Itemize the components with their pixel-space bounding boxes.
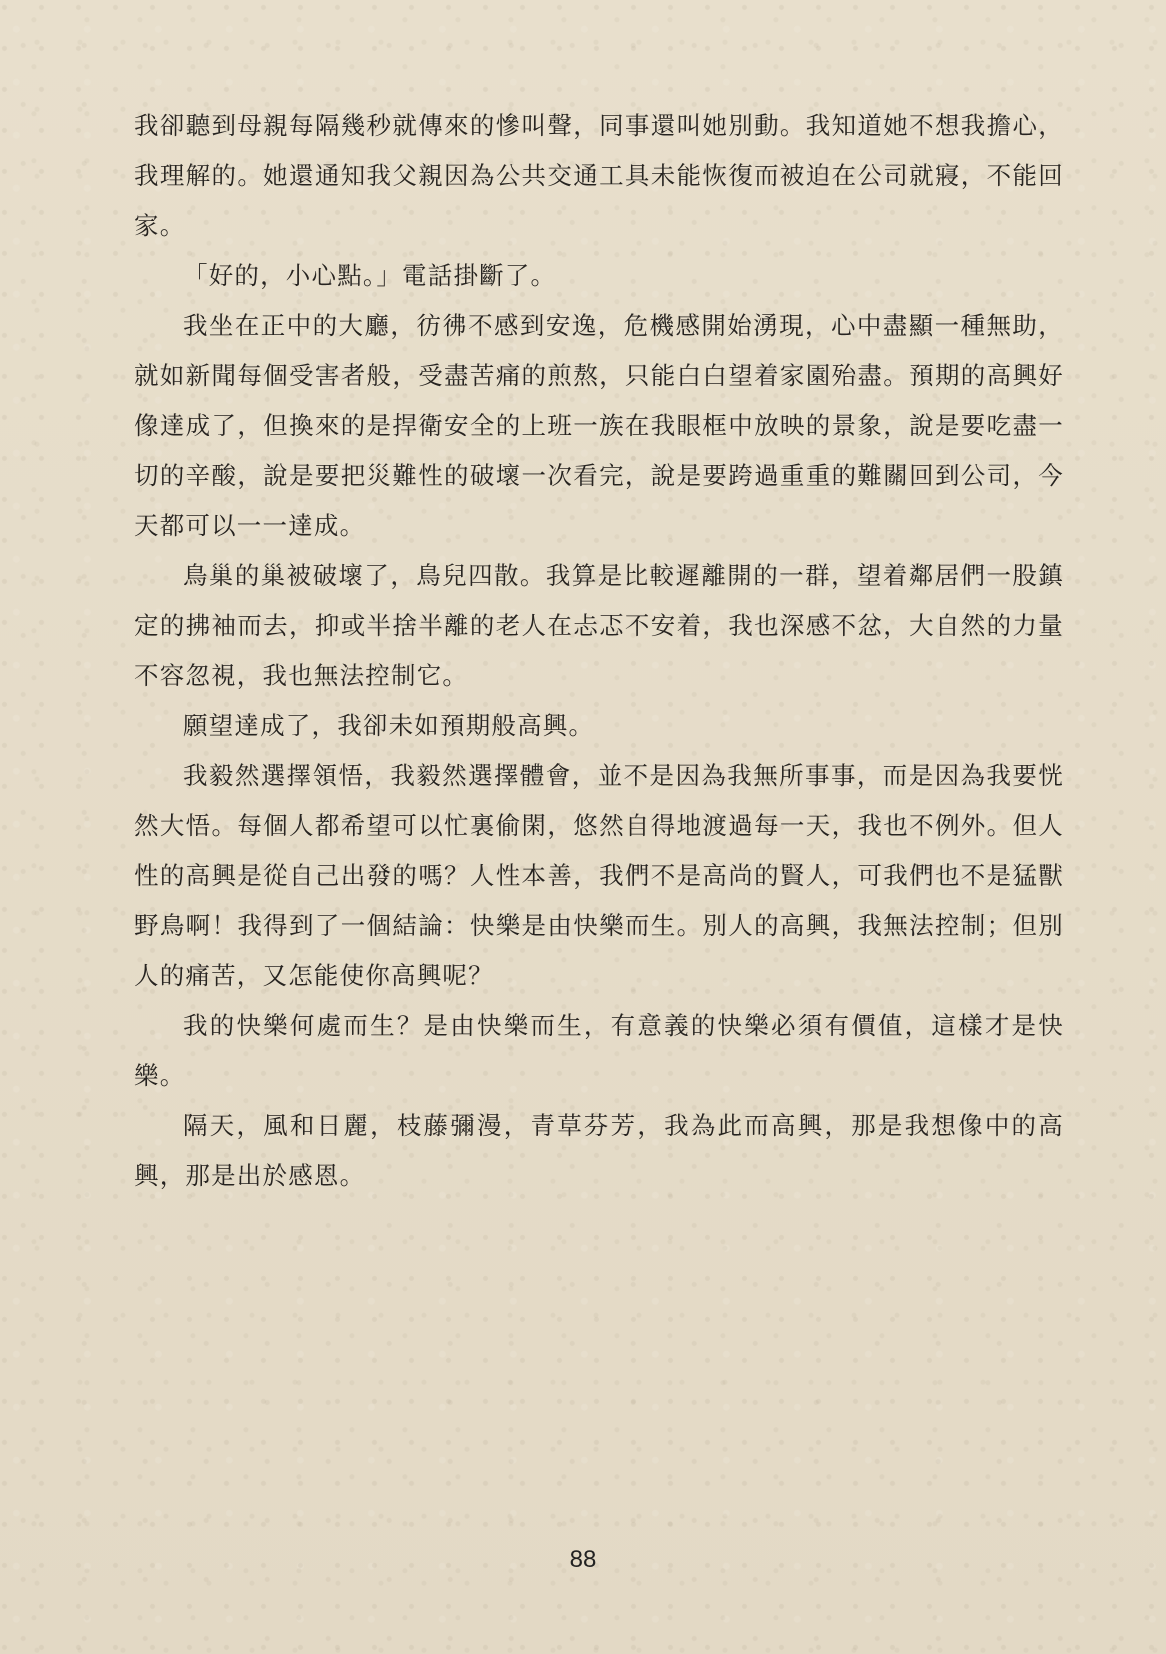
paragraph-5: 願望達成了，我卻未如預期般高興。 (183, 711, 595, 740)
body-text (134, 101, 1064, 1201)
paragraph-6: 我毅然選擇領悟，我毅然選擇體會，並不是因為我無所事事，而是因為我要恍然大悟。每個人都希望可以忙裏偷閑，悠然自得地渡過每一天，我也不例外。但人性的高興是從自己出發的嗎？人性本善，我們不是高尚的賢人，可我們也不是猛獸野鳥啊！我得到了一個結論：快樂是由快樂而生。別人的高興，我無法控制；但別人的痛苦，又怎能使你高興呢？ (134, 761, 1064, 990)
paragraph-4: 鳥巢的巢被破壞了，鳥兒四散。我算是比較遲離開的一群，望着鄰居們一股鎮定的拂袖而去，抑或半捨半離的老人在忐忑不安着，我也深感不忿，大自然的力量不容忽視，我也無法控制它。 (134, 561, 1064, 690)
paragraph-8: 隔天，風和日麗，枝藤彌漫，青草芬芳，我為此而高興，那是我想像中的高興，那是出於感恩。 (134, 1111, 1064, 1190)
paragraph-2: 「好的，小心點。」電話掛斷了。 (183, 261, 557, 290)
paragraph-7: 我的快樂何處而生？是由快樂而生，有意義的快樂必須有價值，這樣才是快樂。 (134, 1011, 1064, 1090)
page-number: 88 (569, 1546, 597, 1573)
paragraph-1: 我卻聽到母親每隔幾秒就傳來的慘叫聲，同事還叫她別動。我知道她不想我擔心，我理解的。她還通知我父親因為公共交通工具未能恢復而被迫在公司就寢，不能回家。 (134, 111, 1064, 240)
paragraph-3: 我坐在正中的大廳，彷彿不感到安逸，危機感開始湧現，心中盡顯一種無助，就如新聞每個受害者般，受盡苦痛的煎熬，只能白白望着家園殆盡。預期的高興好像達成了，但換來的是捍衛安全的上班一族在我眼框中放映的景象，說是要吃盡一切的辛酸，說是要把災難性的破壞一次看完，說是要跨過重重的難關回到公司，今天都可以一一達成。 (134, 311, 1064, 540)
